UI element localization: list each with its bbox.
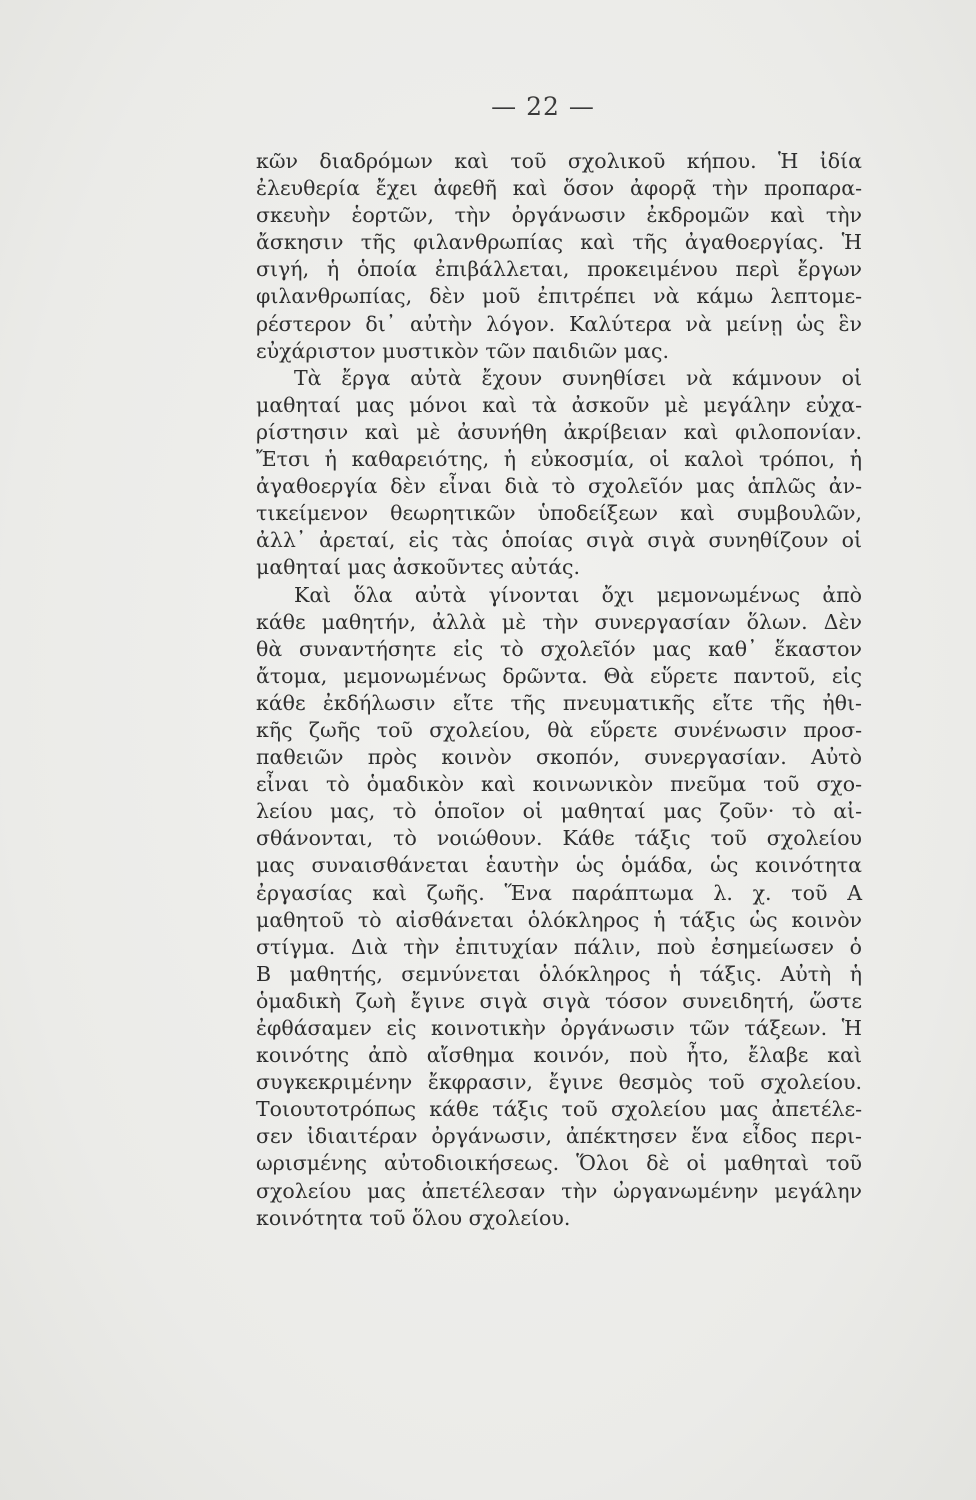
- text-line: ἀλλ᾿ ἀρεταί, εἰς τὰς ὁποίας σιγὰ σιγὰ συνηθίζουν οἱ: [256, 528, 862, 553]
- text-line: κῶν διαδρόμων καὶ τοῦ σχολικοῦ κήπου. Ἡ ἰδία: [256, 149, 862, 173]
- text-line: σεν ἰδιαιτέραν ὀργάνωσιν, ἀπέκτησεν ἕνα εἶδος περι-: [256, 1124, 862, 1149]
- text-line: ὁμαδικὴ ζωὴ ἔγινε σιγὰ σιγὰ τόσον συνειδητή, ὥστε: [256, 988, 862, 1013]
- text-line: στίγμα. Διὰ τὴν ἐπιτυχίαν πάλιν, ποὺ ἐσημείωσεν ὁ: [256, 934, 862, 959]
- text-line: κοινότης ἀπὸ αἴσθημα κοινόν, ποὺ ἦτο, ἔλαβε καὶ: [256, 1043, 862, 1068]
- text-line: θὰ συναντήσητε εἰς τὸ σχολεῖόν μας καθ᾿ ἕκαστον: [256, 636, 862, 661]
- text-line: μας συναισθάνεται ἑαυτὴν ὡς ὁμάδα, ὡς κοινότητα: [256, 853, 862, 878]
- text-line: Β μαθητής, σεμνύνεται ὁλόκληρος ἡ τάξις. Αὐτὴ ἡ: [256, 961, 862, 986]
- text-line: κάθε μαθητήν, ἀλλὰ μὲ τὴν συνεργασίαν ὅλων. Δὲν: [256, 609, 862, 634]
- text-line: ἀγαθοεργία δὲν εἶναι διὰ τὸ σχολεῖόν μας ἁπλῶς ἀν-: [256, 474, 862, 499]
- text-line: παθειῶν πρὸς κοινὸν σκοπόν, συνεργασίαν. Αὐτὸ: [256, 745, 862, 770]
- text-line: κῆς ζωῆς τοῦ σχολείου, θὰ εὕρετε συνένωσιν προσ-: [256, 717, 862, 742]
- paragraph: [256, 365, 862, 582]
- text-line: ἄσκησιν τῆς φιλανθρωπίας καὶ τῆς ἀγαθοεργίας. Ἡ: [256, 230, 862, 255]
- text-line: μαθηταί μας μόνοι καὶ τὰ ἀσκοῦν μὲ μεγάλην εὐχα-: [256, 392, 862, 417]
- text-line: εὐχάριστον μυστικὸν τῶν παιδιῶν μας.: [256, 338, 670, 363]
- text-line: ωρισμένης αὐτοδιοικήσεως. Ὅλοι δὲ οἱ μαθηταὶ τοῦ: [256, 1151, 862, 1176]
- text-line: σθάνονται, τὸ νοιώθουν. Κάθε τάξις τοῦ σχολείου: [256, 826, 862, 851]
- text-line: τικείμενον θεωρητικῶν ὑποδείξεων καὶ συμβουλῶν,: [256, 501, 862, 526]
- paragraph: [256, 148, 862, 365]
- text-line: ἐργασίας καὶ ζωῆς. Ἕνα παράπτωμα λ. χ. τοῦ Α: [256, 880, 862, 905]
- text-line: σχολείου μας ἀπετέλεσαν τὴν ὠργανωμένην μεγάλην: [256, 1178, 862, 1203]
- paragraph: [256, 582, 862, 1232]
- text-line: σκευὴν ἑορτῶν, τὴν ὀργάνωσιν ἐκδρομῶν καὶ τὴν: [256, 203, 862, 228]
- text-line: ἐφθάσαμεν εἰς κοινοτικὴν ὀργάνωσιν τῶν τάξεων. Ἡ: [256, 1016, 862, 1040]
- text-line: φιλανθρωπίας, δὲν μοῦ ἐπιτρέπει νὰ κάμω λεπτομε-: [256, 284, 862, 309]
- body-text: [256, 148, 862, 1232]
- text-line: Ἔτσι ἡ καθαρειότης, ἡ εὐκοσμία, οἱ καλοὶ τρόποι, ἡ: [256, 447, 862, 472]
- text-line: συγκεκριμένην ἔκφρασιν, ἔγινε θεσμὸς τοῦ σχολείου.: [256, 1070, 862, 1095]
- text-line: ἐλευθερία ἔχει ἀφεθῆ καὶ ὅσον ἀφορᾷ τὴν προπαρα-: [256, 176, 862, 201]
- text-line: κοινότητα τοῦ ὅλου σχολείου.: [256, 1205, 571, 1230]
- page-number: — 22 —: [491, 92, 595, 121]
- text-line: κάθε ἐκδήλωσιν εἴτε τῆς πνευματικῆς εἴτε τῆς ἠθι-: [256, 690, 862, 715]
- text-line: ρίστησιν καὶ μὲ ἀσυνήθη ἀκρίβειαν καὶ φιλοπονίαν.: [256, 419, 862, 444]
- text-line: Τὰ ἔργα αὐτὰ ἔχουν συνηθίσει νὰ κάμνουν οἱ: [294, 365, 862, 390]
- text-line: Καὶ ὅλα αὐτὰ γίνονται ὄχι μεμονωμένως ἀπὸ: [294, 582, 862, 607]
- text-line: εἶναι τὸ ὁμαδικὸν καὶ κοινωνικὸν πνεῦμα τοῦ σχο-: [256, 772, 862, 797]
- text-line: ρέστερον δι᾿ αὐτὴν λόγον. Καλύτερα νὰ μείνῃ ὡς ἓν: [256, 311, 862, 336]
- text-line: λείου μας, τὸ ὁποῖον οἱ μαθηταί μας ζοῦν· τὸ αἰ-: [256, 799, 862, 824]
- text-line: Τοιουτοτρόπως κάθε τάξις τοῦ σχολείου μας ἀπετέλε-: [256, 1097, 862, 1122]
- text-line: μαθηταί μας ἀσκοῦντες αὐτάς.: [256, 555, 581, 580]
- text-line: ἄτομα, μεμονωμένως δρῶντα. Θὰ εὕρετε παντοῦ, εἰς: [256, 663, 862, 688]
- text-line: μαθητοῦ τὸ αἰσθάνεται ὁλόκληρος ἡ τάξις ὡς κοινὸν: [256, 907, 862, 932]
- text-line: σιγή, ἡ ὁποία ἐπιβάλλεται, προκειμένου περὶ ἔργων: [256, 257, 862, 282]
